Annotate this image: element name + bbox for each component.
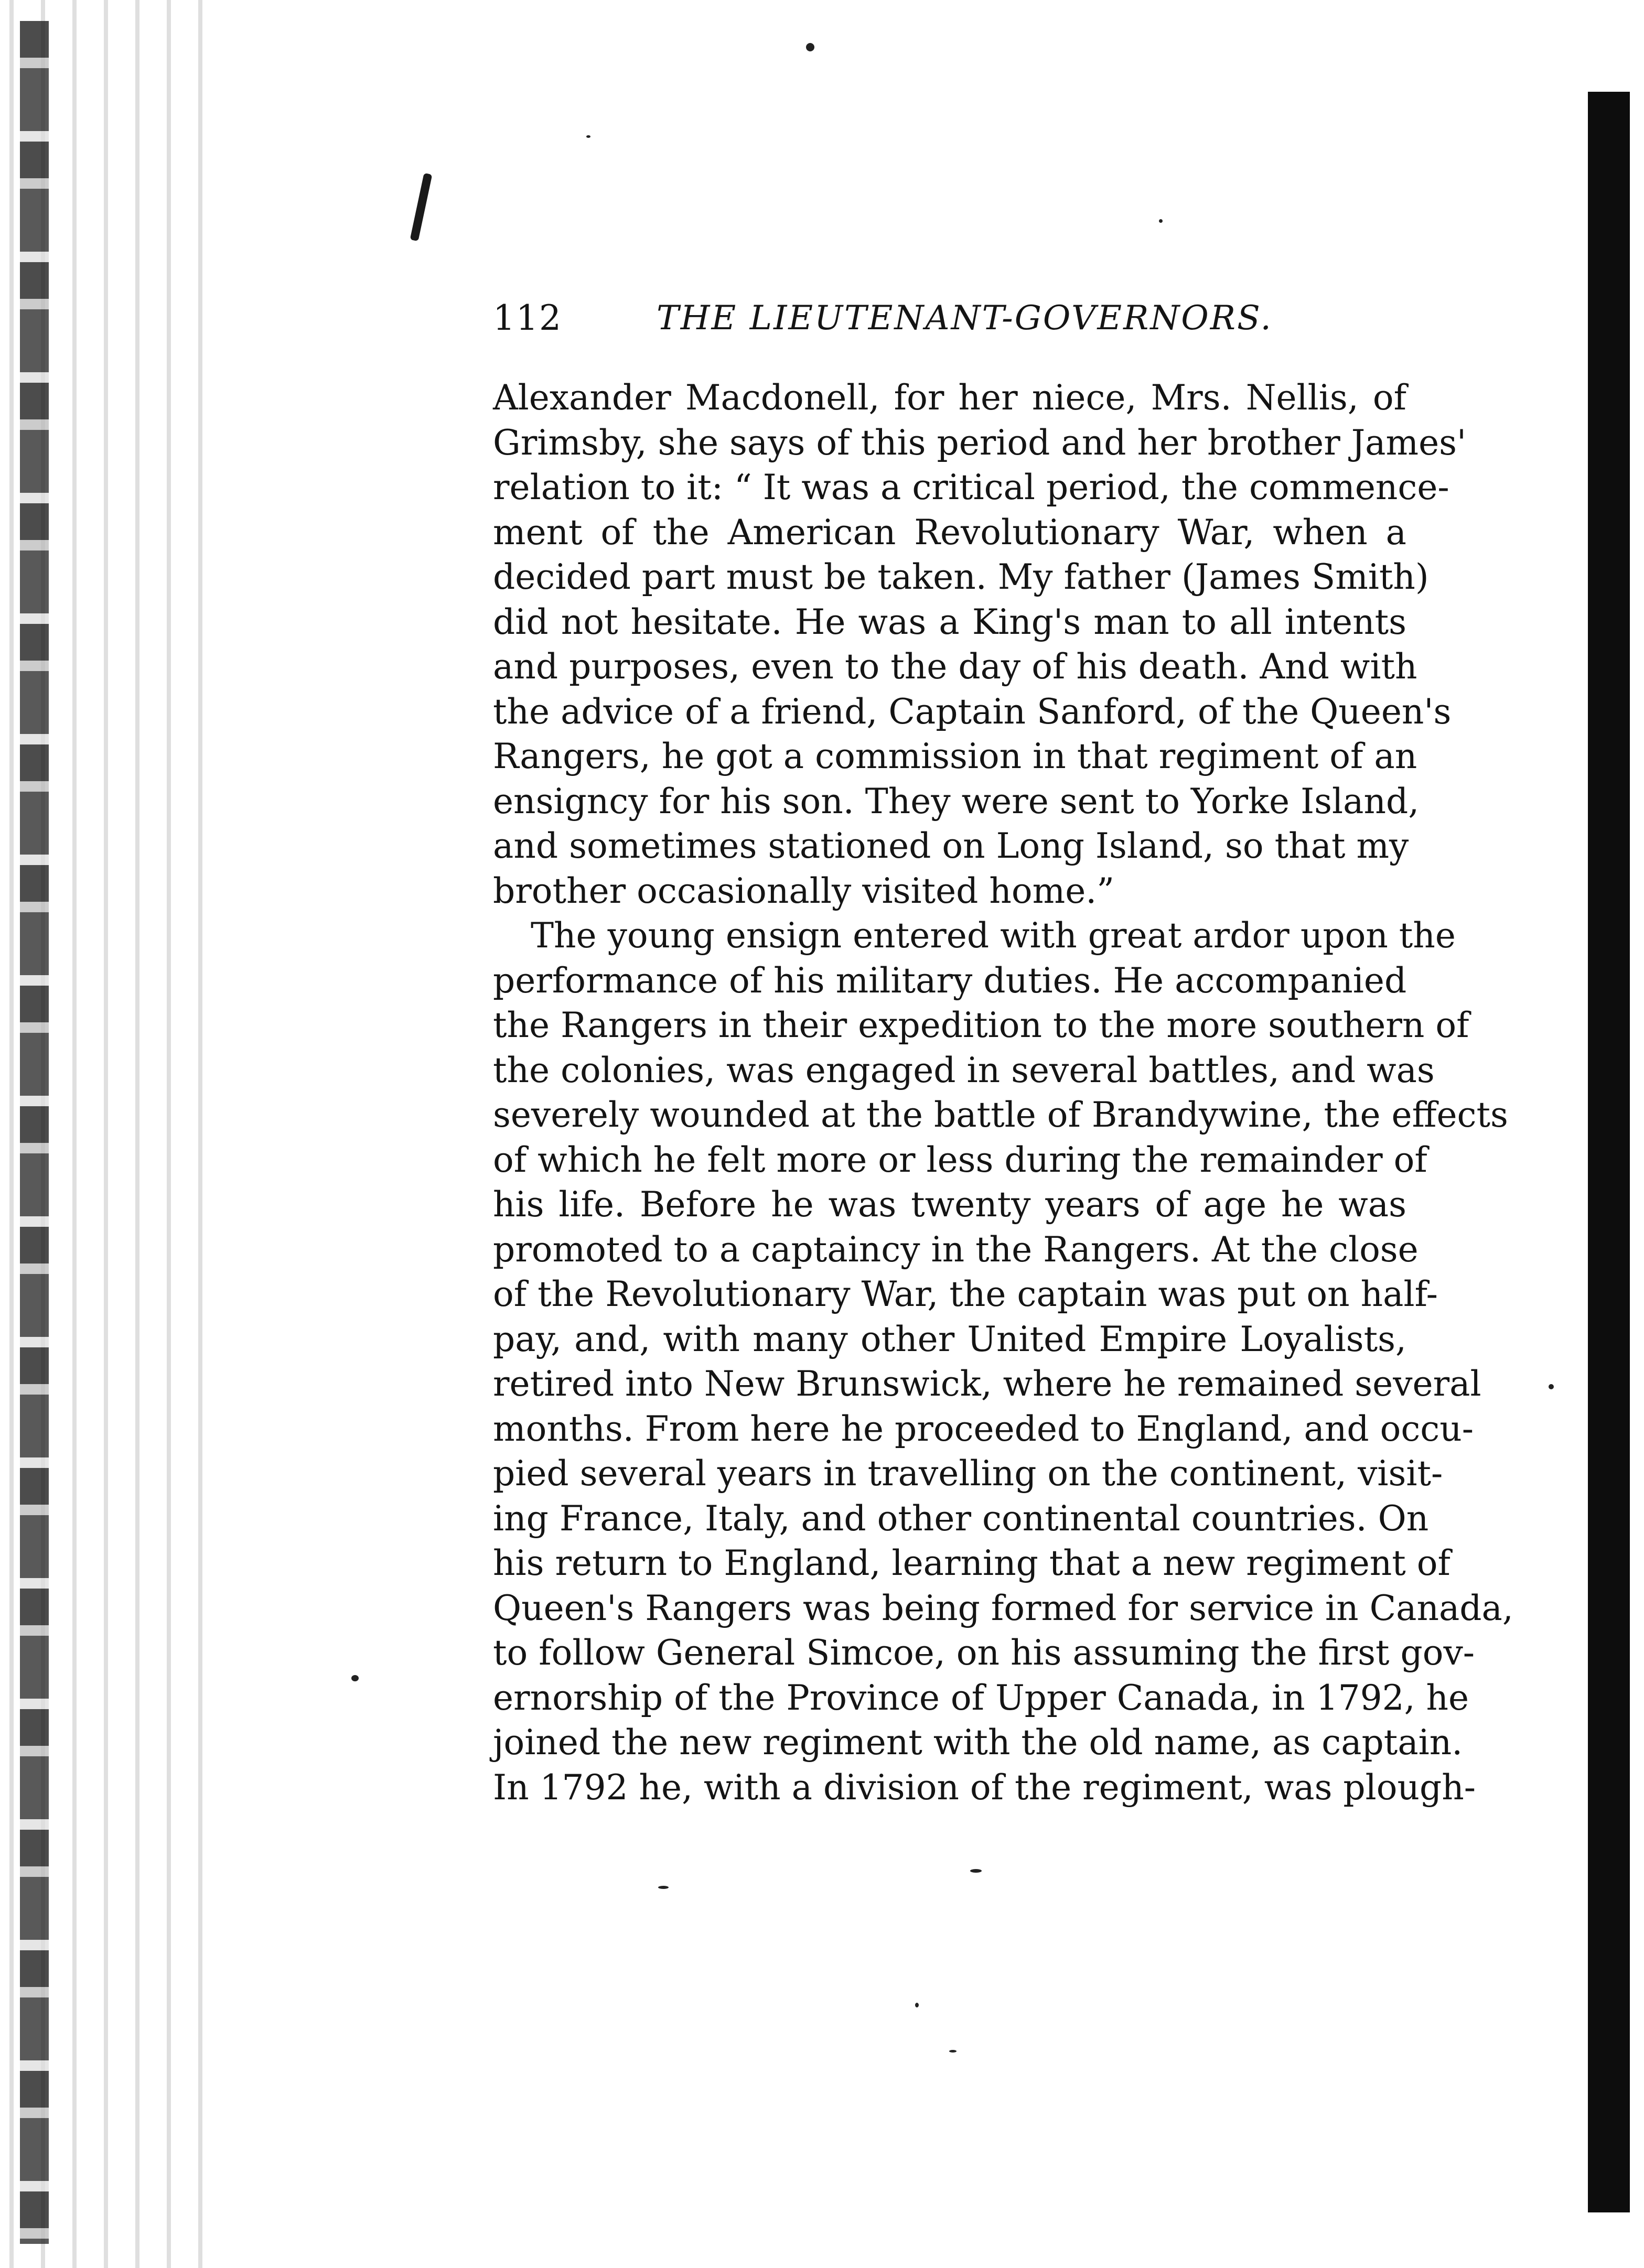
scan-binding-shadow (20, 21, 49, 2244)
scan-speck (1159, 219, 1163, 223)
scan-speck (915, 2003, 919, 2007)
scan-speck (806, 43, 814, 51)
text-line: ensigncy for his son. They were sent to Yorke Island, (493, 781, 1420, 822)
scan-speck (586, 135, 590, 138)
text-line: the advice of a friend, Captain Sanford, of the Queen's (493, 691, 1452, 732)
scan-speck (949, 2050, 957, 2053)
text-line: performance of his military duties. He accompanied (493, 960, 1407, 1001)
text-line: retired into New Brunswick, where he remained several (493, 1364, 1481, 1404)
text-line: brother occasionally visited home.” (493, 870, 1115, 911)
text-line: relation to it: “ It was a critical period, the commence- (493, 467, 1449, 507)
running-head: THE LIEUTENANT-GOVERNORS. (657, 299, 1273, 338)
text-line: and sometimes stationed on Long Island, so that my (493, 826, 1409, 866)
text-line: decided part must be taken. My father (James Smith) (493, 557, 1429, 597)
text-line: severely wounded at the battle of Brandywine, the effects (493, 1095, 1508, 1135)
text-line: the Rangers in their expedition to the more southern of (493, 1005, 1469, 1045)
text-line: joined the new regiment with the old name, as captain. (493, 1722, 1463, 1763)
text-line: ing France, Italy, and other continental countries. On (493, 1498, 1429, 1539)
text-line: of the Revolutionary War, the captain was put on half- (493, 1274, 1438, 1314)
text-line: The young ensign entered with great ardor upon the (531, 915, 1456, 956)
scan-speck (1549, 1384, 1554, 1389)
page-header (493, 298, 1416, 345)
text-line: did not hesitate. He was a King's man to all intents (493, 601, 1406, 642)
text-line: Grimsby, she says of this period and her brother James' (493, 422, 1467, 463)
text-line: Queen's Rangers was being formed for service in Canada, (493, 1587, 1513, 1628)
text-line: ment of the American Revolutionary War, when a (493, 512, 1406, 553)
text-line: and purposes, even to the day of his death. And with (493, 646, 1417, 687)
body-text (493, 375, 1513, 1810)
text-line: of which he felt more or less during the remainder of (493, 1139, 1427, 1180)
text-line: In 1792 he, with a division of the regiment, was plough- (493, 1767, 1476, 1808)
text-line: his return to England, learning that a new regiment of (493, 1543, 1450, 1583)
text-line: months. From here he proceeded to England, and occu- (493, 1408, 1474, 1449)
text-line: promoted to a captaincy in the Rangers. At the close (493, 1229, 1419, 1270)
scan-right-edge-shadow (1588, 92, 1630, 2212)
scan-speck (351, 1675, 359, 1681)
text-line: to follow General Simcoe, on his assuming the first gov- (493, 1633, 1475, 1673)
text-line: pay, and, with many other United Empire Loyalists, (493, 1319, 1406, 1359)
text-line: the colonies, was engaged in several battles, and was (493, 1050, 1435, 1090)
text-line: his life. Before he was twenty years of age he was (493, 1184, 1406, 1225)
text-line: pied several years in travelling on the continent, visit- (493, 1453, 1443, 1494)
text-line: Alexander Macdonell, for her niece, Mrs. Nellis, of (493, 377, 1406, 418)
scan-speck (658, 1886, 669, 1889)
page-number: 112 (493, 298, 562, 338)
ink-mark (410, 173, 433, 241)
text-line: ernorship of the Province of Upper Canada, in 1792, he (493, 1677, 1469, 1718)
text-line: Rangers, he got a commission in that regiment of an (493, 736, 1417, 776)
scan-speck (970, 1869, 982, 1873)
